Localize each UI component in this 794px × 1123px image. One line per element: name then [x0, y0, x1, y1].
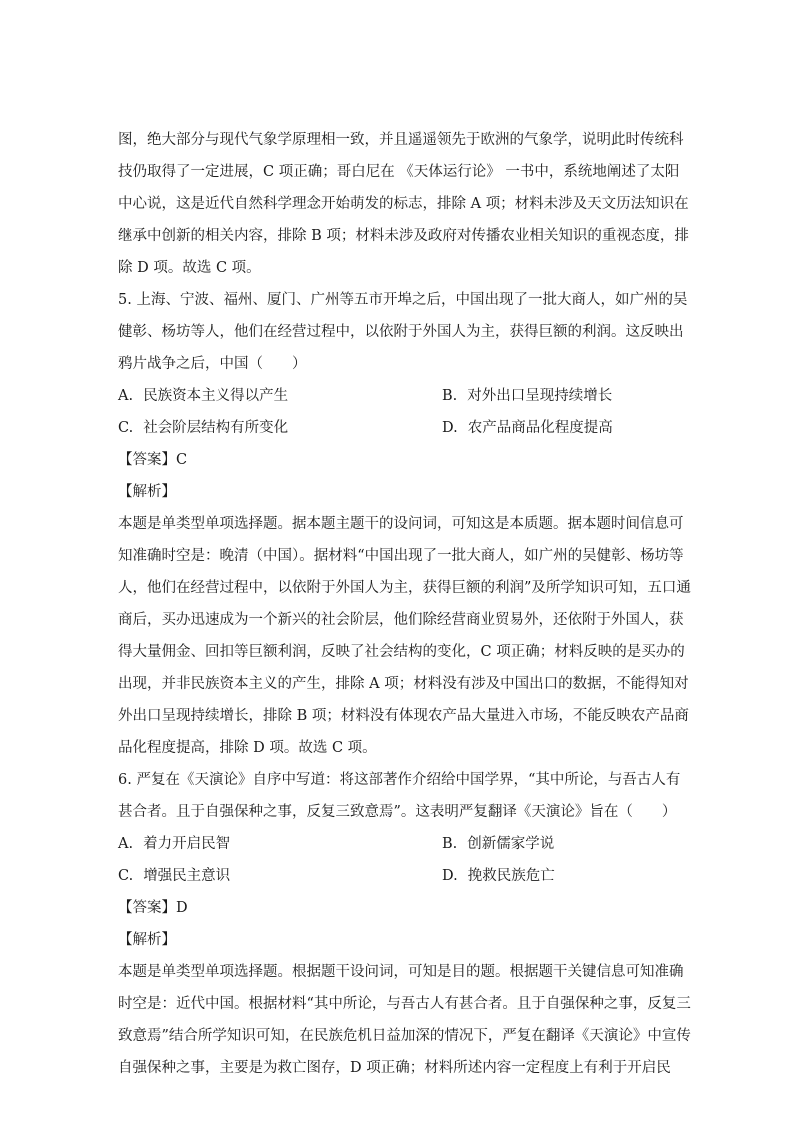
option-text: 挽救民族危亡: [467, 868, 555, 884]
option-text: 社会阶层结构有所变化: [143, 420, 289, 436]
option-c: [118, 860, 442, 892]
analysis-line: 外出口呈现持续增长，排除 B 项；材料没有体现农产品大量进入市场，不能反映农产品商: [118, 708, 689, 724]
options-row: [118, 412, 674, 444]
option-c: [118, 412, 442, 444]
analysis-line: 商后，买办迅速成为一个新兴的社会阶层，他们除经营商业贸易外，还依附于外国人，获: [118, 612, 684, 628]
question-stem-line: 6. 严复在《天演论》自序中写道：将这部著作介绍给中国学界，“其中所论，与吾古人有: [118, 772, 681, 788]
option-letter: B.: [442, 388, 458, 404]
question-stem-line: 甚合者。且于自强保种之事，反复三致意焉”。这表明严复翻译《天演论》旨在（ ）: [118, 804, 677, 820]
option-letter: C.: [118, 868, 134, 884]
option-letter: D.: [442, 420, 458, 436]
answer-label: 【答案】D: [118, 900, 188, 916]
option-text: 对外出口呈现持续增长: [467, 388, 613, 404]
option-b: [442, 828, 674, 860]
text-line: 技仍取得了一定进展，C 项正确；哥白尼在 《天体运行论》 一书中，系统地阐述了太阳: [118, 164, 680, 180]
option-letter: B.: [442, 836, 458, 852]
option-d: [442, 860, 674, 892]
analysis-line: 时空是：近代中国。根据材料“其中所论，与吾古人有甚合者。且于自强保种之事，反复三: [118, 996, 691, 1012]
option-letter: D.: [442, 868, 458, 884]
analysis-line: 人，他们在经营过程中，以依附于外国人为主，获得巨额的利润”及所学知识可知，五口通: [118, 580, 691, 596]
option-letter: A.: [118, 388, 134, 404]
analysis-line: 致意焉”结合所学知识可知，在民族危机日益加深的情况下，严复在翻译《天演论》中宣传: [118, 1028, 691, 1044]
options-row: [118, 860, 674, 892]
analysis-line: 自强保种之事，主要是为救亡图存，D 项正确；材料所述内容一定程度上有利于开启民: [118, 1060, 671, 1076]
option-b: [442, 380, 674, 412]
option-letter: C.: [118, 420, 134, 436]
options-row: [118, 828, 674, 860]
option-text: 农产品商品化程度提高: [467, 420, 613, 436]
analysis-line: 本题是单类型单项选择题。据本题主题干的设问词，可知这是本质题。据本题时间信息可: [118, 516, 684, 532]
analysis-line: 知准确时空是：晚清（中国）。据材料“中国出现了一批大商人，如广州的吴健彰、杨坊等: [118, 548, 684, 564]
text-line: 继承中创新的相关内容，排除 B 项；材料未涉及政府对传播农业相关知识的重视态度，排: [118, 228, 689, 244]
analysis-line: 品化程度提高，排除 D 项。故选 C 项。: [118, 740, 377, 756]
option-d: [442, 412, 674, 444]
option-a: [118, 828, 442, 860]
option-a: [118, 380, 442, 412]
option-text: 增强民主意识: [143, 868, 231, 884]
text-line: 除 D 项。故选 C 项。: [118, 260, 261, 276]
answer-label: 【答案】C: [118, 452, 188, 468]
option-letter: A.: [118, 836, 134, 852]
analysis-label: 【解析】: [118, 484, 176, 500]
previous-explanation: [118, 124, 689, 284]
option-text: 着力开启民智: [143, 836, 231, 852]
question-stem-line: 5. 上海、宁波、福州、厦门、广州等五市开埠之后，中国出现了一批大商人，如广州的吴: [118, 292, 688, 308]
options-row: [118, 380, 674, 412]
page-content: [118, 124, 691, 1084]
option-text: 创新儒家学说: [467, 836, 555, 852]
text-line: 中心说，这是近代自然科学理念开始萌发的标志，排除 A 项；材料未涉及天文历法知识在: [118, 196, 689, 212]
text-line: 图，绝大部分与现代气象学原理相一致，并且遥遥领先于欧洲的气象学，说明此时传统科: [118, 132, 684, 148]
question-6: [118, 764, 691, 1084]
analysis-line: 本题是单类型单项选择题。根据题干设问词，可知是目的题。根据题干关键信息可知准确: [118, 964, 684, 980]
analysis-line: 得大量佣金、回扣等巨额利润，反映了社会结构的变化，C 项正确；材料反映的是买办的: [118, 644, 685, 660]
analysis-label: 【解析】: [118, 932, 176, 948]
question-5: [118, 284, 691, 764]
question-stem-line: 鸦片战争之后，中国（ ）: [118, 356, 307, 372]
question-stem-line: 健彰、杨坊等人，他们在经营过程中，以依附于外国人为主，获得巨额的利润。这反映出: [118, 324, 684, 340]
option-text: 民族资本主义得以产生: [143, 388, 289, 404]
analysis-line: 出现，并非民族资本主义的产生，排除 A 项；材料没有涉及中国出口的数据，不能得知对: [118, 676, 689, 692]
